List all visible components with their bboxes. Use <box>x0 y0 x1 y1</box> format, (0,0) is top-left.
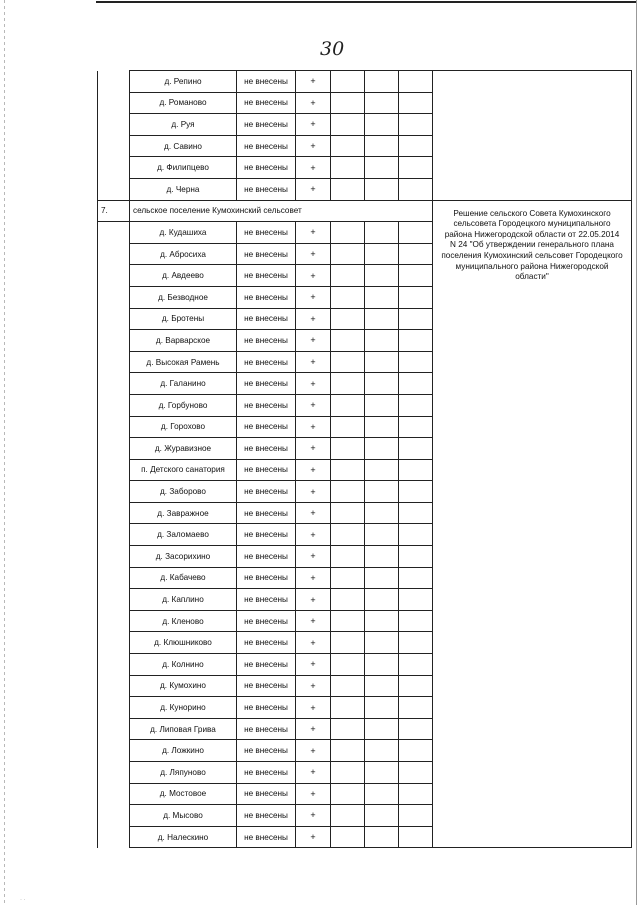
empty-cell <box>331 243 365 265</box>
settlement-name: д. Филипцево <box>130 157 237 179</box>
mark-cell: + <box>296 546 331 568</box>
status-cell: не внесены <box>237 805 296 827</box>
empty-cell <box>331 71 365 93</box>
empty-cell <box>331 438 365 460</box>
empty-cell <box>331 308 365 330</box>
empty-cell <box>365 438 399 460</box>
status-cell: не внесены <box>237 178 296 200</box>
empty-cell <box>399 632 433 654</box>
mark-cell: + <box>296 438 331 460</box>
mark-cell: + <box>296 567 331 589</box>
empty-cell <box>399 308 433 330</box>
empty-cell <box>365 265 399 287</box>
mark-cell: + <box>296 265 331 287</box>
mark-cell: + <box>296 762 331 784</box>
empty-cell <box>399 135 433 157</box>
number-cell <box>98 632 130 654</box>
settlement-name: д. Клюшниково <box>130 632 237 654</box>
empty-cell <box>365 654 399 676</box>
status-cell: не внесены <box>237 114 296 136</box>
empty-cell <box>365 502 399 524</box>
number-cell <box>98 438 130 460</box>
settlement-name: д. Ляпуново <box>130 762 237 784</box>
number-cell <box>98 308 130 330</box>
empty-cell <box>331 524 365 546</box>
status-cell: не внесены <box>237 567 296 589</box>
settlement-name: д. Бротены <box>130 308 237 330</box>
empty-cell <box>365 71 399 93</box>
settlement-name: д. Высокая Рамень <box>130 351 237 373</box>
number-cell <box>98 740 130 762</box>
table-body <box>98 71 632 848</box>
section-header-row <box>98 200 632 222</box>
empty-cell <box>331 826 365 848</box>
mark-cell: + <box>296 373 331 395</box>
mark-cell: + <box>296 740 331 762</box>
status-cell: не внесены <box>237 632 296 654</box>
mark-cell: + <box>296 308 331 330</box>
empty-cell <box>399 502 433 524</box>
decision-reference: Решение сельского Совета Кумохинского сельсовета Городецкого муниципального района Нижегородской области от 22.05.2014 N 24 "Об утверждении генерального плана поселения Кумохинский сельсовет Городецкого муниципального района Нижегородской области" <box>441 208 623 282</box>
section-title: сельское поселение Кумохинский сельсовет <box>130 200 433 222</box>
number-cell <box>98 546 130 568</box>
number-cell <box>98 394 130 416</box>
settlement-name: д. Журавизное <box>130 438 237 460</box>
settlement-name: д. Каплино <box>130 589 237 611</box>
mark-cell: + <box>296 610 331 632</box>
empty-cell <box>365 416 399 438</box>
settlement-name: д. Горбуново <box>130 394 237 416</box>
status-cell: не внесены <box>237 308 296 330</box>
empty-cell <box>399 697 433 719</box>
empty-cell <box>331 567 365 589</box>
mark-cell: + <box>296 71 331 93</box>
empty-cell <box>399 459 433 481</box>
settlement-name: д. Мысово <box>130 805 237 827</box>
number-cell <box>98 265 130 287</box>
empty-cell <box>331 416 365 438</box>
mark-cell: + <box>296 416 331 438</box>
mark-cell: + <box>296 826 331 848</box>
number-cell <box>98 135 130 157</box>
status-cell: не внесены <box>237 762 296 784</box>
empty-cell <box>331 718 365 740</box>
settlement-name: д. Мостовое <box>130 783 237 805</box>
empty-cell <box>331 675 365 697</box>
number-cell <box>98 286 130 308</box>
empty-cell <box>331 740 365 762</box>
number-cell <box>98 459 130 481</box>
empty-cell <box>365 481 399 503</box>
page-number: 30 <box>320 38 345 60</box>
status-cell: не внесены <box>237 243 296 265</box>
status-cell: не внесены <box>237 481 296 503</box>
settlement-name: д. Заборово <box>130 481 237 503</box>
mark-cell: + <box>296 481 331 503</box>
empty-cell <box>331 178 365 200</box>
empty-cell <box>331 157 365 179</box>
mark-cell: + <box>296 394 331 416</box>
status-cell: не внесены <box>237 502 296 524</box>
empty-cell <box>331 632 365 654</box>
empty-cell <box>331 481 365 503</box>
empty-cell <box>365 92 399 114</box>
empty-cell <box>331 654 365 676</box>
mark-cell: + <box>296 697 331 719</box>
status-cell: не внесены <box>237 222 296 244</box>
empty-cell <box>399 243 433 265</box>
mark-cell: + <box>296 114 331 136</box>
empty-cell <box>399 762 433 784</box>
mark-cell: + <box>296 589 331 611</box>
status-cell: не внесены <box>237 459 296 481</box>
number-cell <box>98 92 130 114</box>
empty-cell <box>399 610 433 632</box>
mark-cell: + <box>296 157 331 179</box>
number-cell <box>98 502 130 524</box>
settlement-name: д. Варварское <box>130 330 237 352</box>
status-cell: не внесены <box>237 675 296 697</box>
status-cell: не внесены <box>237 416 296 438</box>
empty-cell <box>365 740 399 762</box>
settlement-name: д. Кленово <box>130 610 237 632</box>
mark-cell: + <box>296 178 331 200</box>
settlement-name: д. Липовая Грива <box>130 718 237 740</box>
number-cell <box>98 481 130 503</box>
status-cell: не внесены <box>237 157 296 179</box>
status-cell: не внесены <box>237 697 296 719</box>
mark-cell: + <box>296 222 331 244</box>
empty-cell <box>365 632 399 654</box>
status-cell: не внесены <box>237 71 296 93</box>
empty-cell <box>365 589 399 611</box>
empty-cell <box>331 222 365 244</box>
number-cell <box>98 610 130 632</box>
status-cell: не внесены <box>237 610 296 632</box>
number-cell <box>98 675 130 697</box>
empty-cell <box>399 71 433 93</box>
status-cell: не внесены <box>237 135 296 157</box>
empty-cell <box>399 351 433 373</box>
empty-cell <box>399 222 433 244</box>
settlement-name: д. Репино <box>130 71 237 93</box>
status-cell: не внесены <box>237 330 296 352</box>
mark-cell: + <box>296 805 331 827</box>
number-cell <box>98 718 130 740</box>
number-cell <box>98 805 130 827</box>
empty-cell <box>365 135 399 157</box>
number-cell <box>98 697 130 719</box>
empty-cell <box>399 675 433 697</box>
empty-cell <box>331 135 365 157</box>
status-cell: не внесены <box>237 546 296 568</box>
status-cell: не внесены <box>237 286 296 308</box>
table-row <box>98 71 632 93</box>
empty-cell <box>331 286 365 308</box>
empty-cell <box>331 459 365 481</box>
empty-cell <box>331 373 365 395</box>
empty-cell <box>365 826 399 848</box>
empty-cell <box>399 265 433 287</box>
mark-cell: + <box>296 675 331 697</box>
empty-cell <box>399 805 433 827</box>
empty-cell <box>365 459 399 481</box>
empty-cell <box>331 502 365 524</box>
top-rule <box>96 1 636 3</box>
empty-cell <box>365 243 399 265</box>
mark-cell: + <box>296 783 331 805</box>
mark-cell: + <box>296 286 331 308</box>
mark-cell: + <box>296 330 331 352</box>
number-cell <box>98 654 130 676</box>
note-cell-prev <box>433 71 632 201</box>
number-cell <box>98 178 130 200</box>
mark-cell: + <box>296 718 331 740</box>
settlement-name: д. Засорихино <box>130 546 237 568</box>
status-cell: не внесены <box>237 826 296 848</box>
settlement-name: д. Романово <box>130 92 237 114</box>
settlement-name: д. Завражное <box>130 502 237 524</box>
empty-cell <box>331 92 365 114</box>
mark-cell: + <box>296 243 331 265</box>
mark-cell: + <box>296 524 331 546</box>
number-cell <box>98 330 130 352</box>
mark-cell: + <box>296 459 331 481</box>
empty-cell <box>331 265 365 287</box>
mark-cell: + <box>296 632 331 654</box>
mark-cell: + <box>296 92 331 114</box>
scan-edge-left <box>4 0 5 905</box>
empty-cell <box>365 308 399 330</box>
empty-cell <box>331 610 365 632</box>
settlement-name: д. Авдеево <box>130 265 237 287</box>
settlement-name: д. Горохово <box>130 416 237 438</box>
empty-cell <box>365 675 399 697</box>
settlement-name: д. Кудашиха <box>130 222 237 244</box>
empty-cell <box>365 762 399 784</box>
empty-cell <box>365 718 399 740</box>
settlement-name: д. Ложкино <box>130 740 237 762</box>
number-cell <box>98 114 130 136</box>
empty-cell <box>399 826 433 848</box>
number-cell <box>98 243 130 265</box>
empty-cell <box>331 697 365 719</box>
empty-cell <box>365 178 399 200</box>
empty-cell <box>365 222 399 244</box>
section-number: 7. <box>98 200 130 222</box>
empty-cell <box>331 589 365 611</box>
empty-cell <box>365 157 399 179</box>
empty-cell <box>365 286 399 308</box>
settlement-name: д. Савино <box>130 135 237 157</box>
status-cell: не внесены <box>237 740 296 762</box>
empty-cell <box>365 394 399 416</box>
empty-cell <box>365 330 399 352</box>
empty-cell <box>399 178 433 200</box>
empty-cell <box>399 481 433 503</box>
mark-cell: + <box>296 502 331 524</box>
settlement-name: д. Кунорино <box>130 697 237 719</box>
empty-cell <box>331 330 365 352</box>
number-cell <box>98 826 130 848</box>
empty-cell <box>365 373 399 395</box>
empty-cell <box>399 114 433 136</box>
status-cell: не внесены <box>237 589 296 611</box>
status-cell: не внесены <box>237 438 296 460</box>
empty-cell <box>399 92 433 114</box>
number-cell <box>98 373 130 395</box>
empty-cell <box>331 351 365 373</box>
scan-mark: · · <box>20 897 26 903</box>
empty-cell <box>399 783 433 805</box>
status-cell: не внесены <box>237 783 296 805</box>
settlements-table <box>97 70 632 848</box>
number-cell <box>98 567 130 589</box>
empty-cell <box>399 740 433 762</box>
number-cell <box>98 71 130 93</box>
status-cell: не внесены <box>237 351 296 373</box>
number-cell <box>98 416 130 438</box>
empty-cell <box>365 114 399 136</box>
empty-cell <box>365 524 399 546</box>
empty-cell <box>331 762 365 784</box>
number-cell <box>98 222 130 244</box>
status-cell: не внесены <box>237 718 296 740</box>
number-cell <box>98 157 130 179</box>
empty-cell <box>399 589 433 611</box>
status-cell: не внесены <box>237 373 296 395</box>
empty-cell <box>399 394 433 416</box>
number-cell <box>98 783 130 805</box>
settlement-name: д. Кумохино <box>130 675 237 697</box>
mark-cell: + <box>296 135 331 157</box>
settlement-name: д. Черна <box>130 178 237 200</box>
empty-cell <box>365 610 399 632</box>
empty-cell <box>399 330 433 352</box>
empty-cell <box>331 805 365 827</box>
mark-cell: + <box>296 654 331 676</box>
empty-cell <box>365 567 399 589</box>
empty-cell <box>365 351 399 373</box>
scan-edge-right <box>636 0 637 905</box>
number-cell <box>98 351 130 373</box>
settlement-name: д. Кабачево <box>130 567 237 589</box>
empty-cell <box>399 438 433 460</box>
empty-cell <box>399 567 433 589</box>
status-cell: не внесены <box>237 92 296 114</box>
empty-cell <box>331 114 365 136</box>
settlement-name: д. Налескино <box>130 826 237 848</box>
settlement-name: д. Заломаево <box>130 524 237 546</box>
empty-cell <box>399 373 433 395</box>
status-cell: не внесены <box>237 654 296 676</box>
status-cell: не внесены <box>237 524 296 546</box>
empty-cell <box>399 286 433 308</box>
empty-cell <box>399 654 433 676</box>
settlement-name: д. Руя <box>130 114 237 136</box>
settlement-name: д. Абросиха <box>130 243 237 265</box>
number-cell <box>98 524 130 546</box>
settlement-name: п. Детского санатория <box>130 459 237 481</box>
settlement-name: д. Колнино <box>130 654 237 676</box>
empty-cell <box>331 394 365 416</box>
status-cell: не внесены <box>237 394 296 416</box>
empty-cell <box>365 697 399 719</box>
empty-cell <box>365 546 399 568</box>
section-note-cell <box>433 200 632 848</box>
mark-cell: + <box>296 351 331 373</box>
empty-cell <box>399 718 433 740</box>
status-cell: не внесены <box>237 265 296 287</box>
empty-cell <box>331 783 365 805</box>
settlement-name: д. Безводное <box>130 286 237 308</box>
empty-cell <box>365 805 399 827</box>
empty-cell <box>365 783 399 805</box>
empty-cell <box>331 546 365 568</box>
settlement-name: д. Галанино <box>130 373 237 395</box>
empty-cell <box>399 546 433 568</box>
number-cell <box>98 589 130 611</box>
empty-cell <box>399 524 433 546</box>
number-cell <box>98 762 130 784</box>
empty-cell <box>399 416 433 438</box>
empty-cell <box>399 157 433 179</box>
